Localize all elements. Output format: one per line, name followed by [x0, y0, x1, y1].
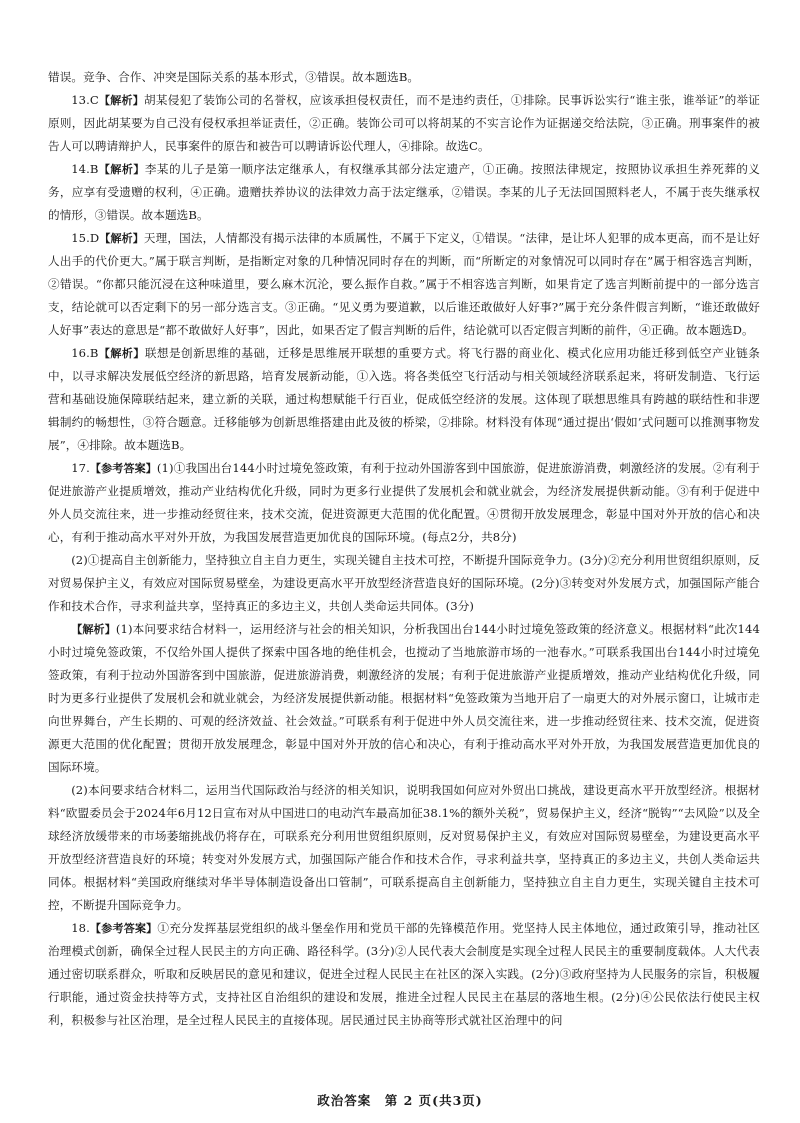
answer-paragraph	[48, 227, 760, 342]
section-tag: 【参考答案】	[89, 922, 158, 935]
answer-paragraph	[48, 618, 760, 779]
question-number: 15.D	[71, 231, 100, 245]
section-tag: 【参考答案】	[89, 462, 157, 475]
section-tag: 【解析】	[98, 94, 145, 107]
question-number: 17.	[71, 461, 90, 475]
answer-paragraph	[48, 158, 760, 227]
section-tag: 【解析】	[98, 163, 145, 176]
question-number: 13.C	[71, 93, 99, 107]
paragraph-text: 李某的儿子是第一顺序法定继承人，有权继承其部分法定遗产，①正确。按照法律规定，按照协议承担生养死葬的义务，应享有受遗赠的权利，④正确。遗赠扶养协议的法律效力高于法定继承，②错误。李某的儿子无法回国照料老人，不属于丧失继承权的情形，③错误。故本题选B。	[48, 162, 760, 222]
answer-content	[48, 66, 760, 1032]
paragraph-text: (1)本问要求结合材料一，运用经济与社会的相关知识，分析我国出台144小时过境免签政策的经济意义。根据材料“此次144小时过境免签政策，不仅给外国人提供了探索中国各地的绝佳机会，也搅动了当地旅游市场的一池春水。”可联系我国出台144小时过境免签政策，有利于拉动外国游客到中国旅游，促进旅游消费，刺激经济的发展；有利于促进旅游产业提质增效，推动产业结构优化升级，同时为更多行业提供了发展机会和就业就会，为经济发展提供新动能。根据材料“免签政策为当地开启了一扇更大的对外展示窗口，让城市走向世界舞台，产生长期的、可观的经济效益、社会效益。”可联系有利于促进中外人员交流往来，进一步推动经贸往来、技术交流，促进资源更大范围的优化配置；贯彻开放发展理念，彰显中国对外开放的信心和决心，有利于推动高水平对外开放，为我国发展营造更加优良的国际环境。	[48, 622, 760, 774]
answer-paragraph	[48, 917, 760, 1032]
section-tag: 【解析】	[98, 347, 145, 360]
answer-paragraph	[48, 342, 760, 457]
paragraph-text: 胡某侵犯了装饰公司的名誉权，应该承担侵权责任，而不是违约责任，①排除。民事诉讼实行“谁主张，谁举证”的举证原则，因此胡某要为自己没有侵权承担举证责任，②正确。装饰公司可以将胡某的不实言论作为证据递交给法院，③正确。刑事案件的被告人可以聘请辩护人，民事案件的原告和被告可以聘请诉讼代理人，④排除。故选C。	[48, 93, 760, 153]
paragraph-text: 天理，国法，人情都没有揭示法律的本质属性，不属于下定义，①错误。“法律，是让坏人犯罪的成本更高，而不是让好人出手的代价更大。”属于联言判断，是指断定对象的几种情况同时存在的判断，而“所断定的对象情况可以同时存在”属于相容选言判断，②错误。“你都只能沉浸在这种味道里，要么麻木沉沦，要么振作自救。”属于不相容选言判断，如果肯定了选言判断前提中的一部分选言支，结论就可以否定剩下的另一部分选言支。③正确。“见义勇为要道歉，以后谁还敢做好人好事?”属于充分条件假言判断，“谁还敢做好人好事”表达的意思是“都不敢做好人好事”，因此，如果否定了假言判断的后件，结论就可以否定假言判断的前件，④正确。故本题选D。	[48, 231, 760, 337]
answer-paragraph	[48, 66, 760, 89]
question-number: 14.B	[71, 162, 99, 176]
paragraph-text: 联想是创新思维的基础，迁移是思维展开联想的重要方式。将飞行器的商业化、模式化应用功能迁移到低空产业链条中，以寻求解决发展低空经济的新思路，培育发展新动能，①入选。将各类低空飞行活动与相关领域经济联系起来，将研发制造、飞行运营和基础设施保障联结起来，建立新的关联，通过构想赋能千行百业，促成低空经济的发展。这体现了联想思维具有跨越的联结性和非逻辑制约的畅想性，③符合题意。迁移能够为创新思维搭建由此及彼的桥梁，②排除。材料没有体现“通过提出‘假如’式问题可以推测事物发展”，④排除。故本题选B。	[48, 346, 760, 452]
question-number: 16.B	[71, 346, 99, 360]
section-tag: 【解析】	[71, 623, 116, 636]
answer-paragraph	[48, 549, 760, 618]
question-number: 18.	[71, 921, 90, 935]
answer-paragraph	[48, 457, 760, 549]
paragraph-text: (2)①提高自主创新能力，坚持独立自主自力更生，实现关键自主技术可控，不断提升国际竞争力。(3分)②充分利用世贸组织原则，反对贸易保护主义，有效应对国际贸易壁垒，为建设更高水平开放型经济营造良好的国际环境。(2分)③转变对外发展方式，加强国际产能合作和技术合作，寻求利益共享，坚持真正的多边主义，共创人类命运共同体。(3分)	[48, 553, 760, 613]
answer-paragraph	[48, 89, 760, 158]
section-tag: 【解析】	[99, 232, 144, 245]
page-footer: 政治答案 第 2 页(共3页)	[317, 1093, 483, 1108]
paragraph-text: (1)①我国出台144小时过境免签政策，有利于拉动外国游客到中国旅游，促进旅游消费，刺激经济的发展。②有利于促进旅游产业提质增效，推动产业结构优化升级，同时为更多行业提供了发展机会和就业就会，为经济发展提供新动能。③有利于促进中外人员交流往来，进一步推动经贸往来，技术交流，促进资源更大范围的优化配置。④贯彻开放发展理念，彰显中国对外开放的信心和决心，有利于推动高水平对外开放，为我国发展营造更加优良的国际环境。(每点2分，共8分)	[48, 461, 760, 544]
paragraph-text: ①充分发挥基层党组织的战斗堡垒作用和党员干部的先锋模范作用。党坚持人民主体地位，通过政策引导，推动社区治理模式创新，确保全过程人民民主的方向正确、路径科学。(3分)②人民代表大会制度是实现全过程人民民主的重要制度载体。人大代表通过密切联系群众，听取和反映居民的意见和建议，促进全过程人民民主在社区的深入实践。(2分)③政府坚持为人民服务的宗旨，积极履行职能，通过资金扶持等方式，支持社区自治组织的建设和发展，推进全过程人民民主在基层的落地生根。(2分)④公民依法行使民主权利，积极参与社区治理，是全过程人民民主的直接体现。居民通过民主协商等形式就社区治理中的问	[48, 921, 760, 1027]
paragraph-text: (2)本问要求结合材料二，运用当代国际政治与经济的相关知识，说明我国如何应对外贸出口挑战，建设更高水平开放型经济。根据材料“欧盟委员会于2024年6月12日宣布对从中国进口的电动汽车最高加征38.1%的额外关税”，贸易保护主义，经济“脱钩”“去风险”以及全球经济放缓带来的市场萎缩挑战仍将存在，可联系充分利用世贸组织原则，反对贸易保护主义，有效应对国际贸易壁垒，为建设更高水平开放型经济营造良好的环境；转变对外发展方式，加强国际产能合作和技术合作，寻求利益共享，坚持真正的多边主义，共创人类命运共同体。根据材料“美国政府继续对华半导体制造设备出口管制”，可联系提高自主创新能力，坚持独立自主自力更生，实现关键自主技术可控，不断提升国际竞争力。	[48, 783, 760, 912]
paragraph-text: 错误。竞争、合作、冲突是国际关系的基本形式，③错误。故本题选B。	[48, 70, 420, 84]
answer-paragraph	[48, 779, 760, 917]
